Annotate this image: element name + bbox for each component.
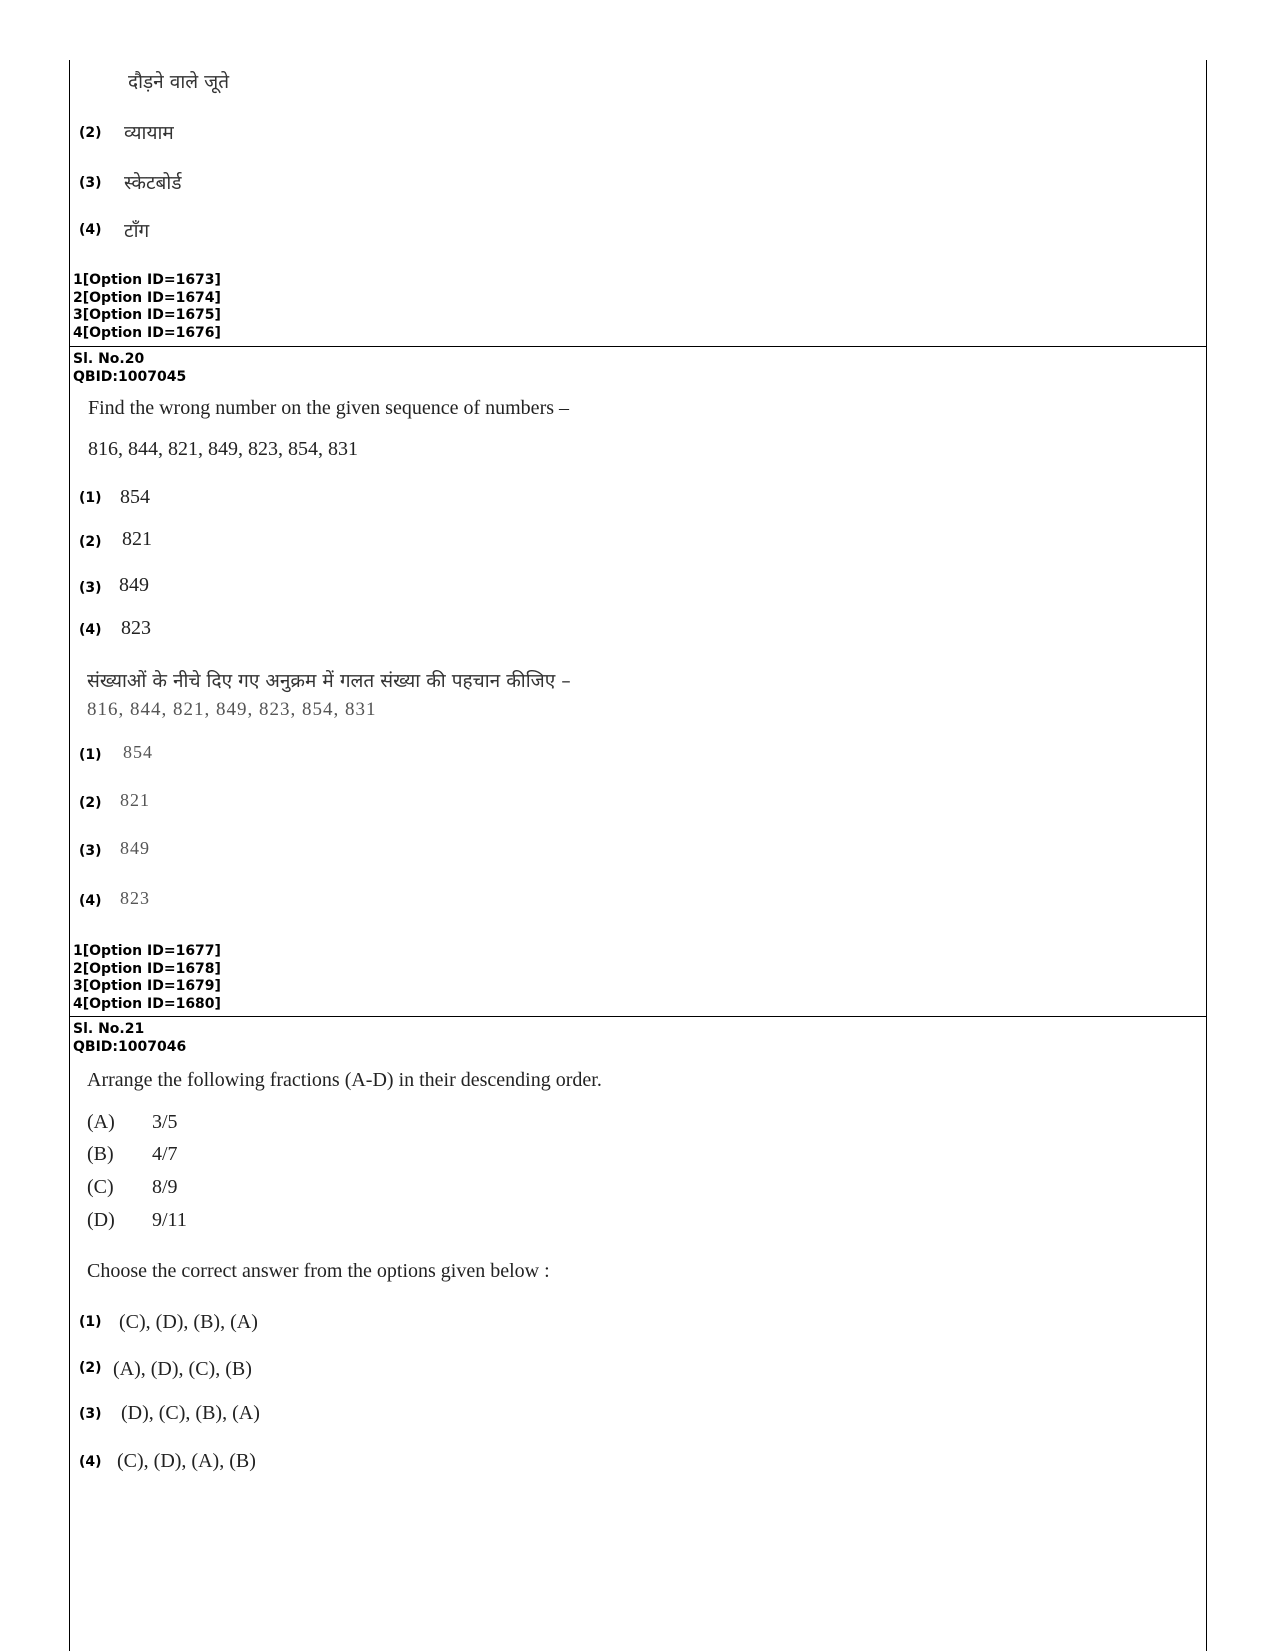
q21-instruction: Choose the correct answer from the options given below : — [87, 1260, 550, 1282]
option-id-line: 1[Option ID=1677] — [73, 943, 221, 959]
q20-sequence: 816, 844, 821, 849, 823, 854, 831 — [88, 438, 358, 460]
q21-option-4-text[interactable]: (C), (D), (A), (B) — [117, 1450, 256, 1472]
q20-question-text: Find the wrong number on the given sequence of numbers – — [88, 397, 570, 419]
q20-option-1-number: (1) — [79, 490, 102, 506]
q20-option-2-number: (2) — [79, 534, 102, 550]
prev-option-2-number: (2) — [79, 125, 102, 141]
frame-left-border — [69, 60, 70, 1651]
prev-option-ids — [73, 272, 221, 342]
q21-option-3-number: (3) — [79, 1406, 102, 1422]
prev-option-3-number: (3) — [79, 175, 102, 191]
q21-qbid: QBID:1007046 — [73, 1038, 187, 1055]
frame-right-border — [1206, 60, 1207, 1651]
prev-option-2-text: व्यायाम — [124, 122, 174, 144]
q20-hindi-sequence: 816, 844, 821, 849, 823, 854, 831 — [87, 699, 377, 720]
prev-option-4-number: (4) — [79, 222, 102, 238]
question-divider — [69, 346, 1207, 347]
q20-hindi-question-text: संख्याओं के नीचे दिए गए अनुक्रम में गलत संख्या की पहचान कीजिए – — [87, 670, 571, 692]
q21-item-D-label: (D) — [87, 1209, 115, 1231]
q20-hindi-option-4-number: (4) — [79, 893, 102, 909]
prev-option-1-tail: दौड़ने वाले जूते — [128, 71, 230, 93]
q21-item-C-label: (C) — [87, 1176, 114, 1198]
q20-hindi-option-2-number: (2) — [79, 795, 102, 811]
q21-option-2-number: (2) — [79, 1360, 102, 1376]
q21-option-1-number: (1) — [79, 1314, 102, 1330]
q20-hindi-option-2-text[interactable]: 821 — [120, 790, 150, 810]
q21-option-4-number: (4) — [79, 1454, 102, 1470]
option-id-line: 2[Option ID=1674] — [73, 289, 221, 306]
q21-item-D-value: 9/11 — [152, 1209, 187, 1231]
prev-option-4-text: टाँग — [124, 220, 150, 242]
option-id-line: 3[Option ID=1675] — [73, 307, 221, 323]
q20-qbid: QBID:1007045 — [73, 368, 187, 385]
q20-header — [73, 351, 186, 386]
q20-sl-no: Sl. No.20 — [73, 351, 145, 367]
q20-option-4-number: (4) — [79, 622, 102, 638]
q20-option-3-number: (3) — [79, 580, 102, 596]
q20-option-3-text[interactable]: 849 — [119, 574, 149, 596]
q20-hindi-option-4-text[interactable]: 823 — [120, 888, 150, 908]
q21-header — [73, 1021, 186, 1056]
q20-hindi-option-1-number: (1) — [79, 747, 102, 763]
q21-question-text: Arrange the following fractions (A-D) in their descending order. — [87, 1069, 602, 1091]
question-divider — [69, 1016, 1207, 1017]
q20-hindi-option-3-text[interactable]: 849 — [120, 838, 150, 858]
q21-item-A-value: 3/5 — [152, 1111, 178, 1133]
q20-option-1-text[interactable]: 854 — [120, 486, 150, 508]
q20-option-ids — [73, 943, 221, 1013]
q20-hindi-option-3-number: (3) — [79, 843, 102, 859]
option-id-line: 2[Option ID=1678] — [73, 960, 221, 977]
q21-option-2-text[interactable]: (A), (D), (C), (B) — [113, 1358, 252, 1380]
q20-option-2-text[interactable]: 821 — [122, 528, 152, 550]
prev-option-3-text: स्केटबोर्ड — [124, 172, 182, 194]
q21-item-B-value: 4/7 — [152, 1143, 178, 1165]
option-id-line: 4[Option ID=1680] — [73, 995, 221, 1012]
q20-option-4-text[interactable]: 823 — [121, 617, 151, 639]
option-id-line: 4[Option ID=1676] — [73, 324, 221, 341]
q21-item-B-label: (B) — [87, 1143, 114, 1165]
q21-sl-no: Sl. No.21 — [73, 1021, 145, 1037]
option-id-line: 3[Option ID=1679] — [73, 978, 221, 994]
q21-option-1-text[interactable]: (C), (D), (B), (A) — [119, 1311, 258, 1333]
q21-option-3-text[interactable]: (D), (C), (B), (A) — [121, 1402, 260, 1424]
q21-item-A-label: (A) — [87, 1111, 115, 1133]
q21-item-C-value: 8/9 — [152, 1176, 178, 1198]
option-id-line: 1[Option ID=1673] — [73, 272, 221, 288]
q20-hindi-option-1-text[interactable]: 854 — [123, 742, 153, 762]
